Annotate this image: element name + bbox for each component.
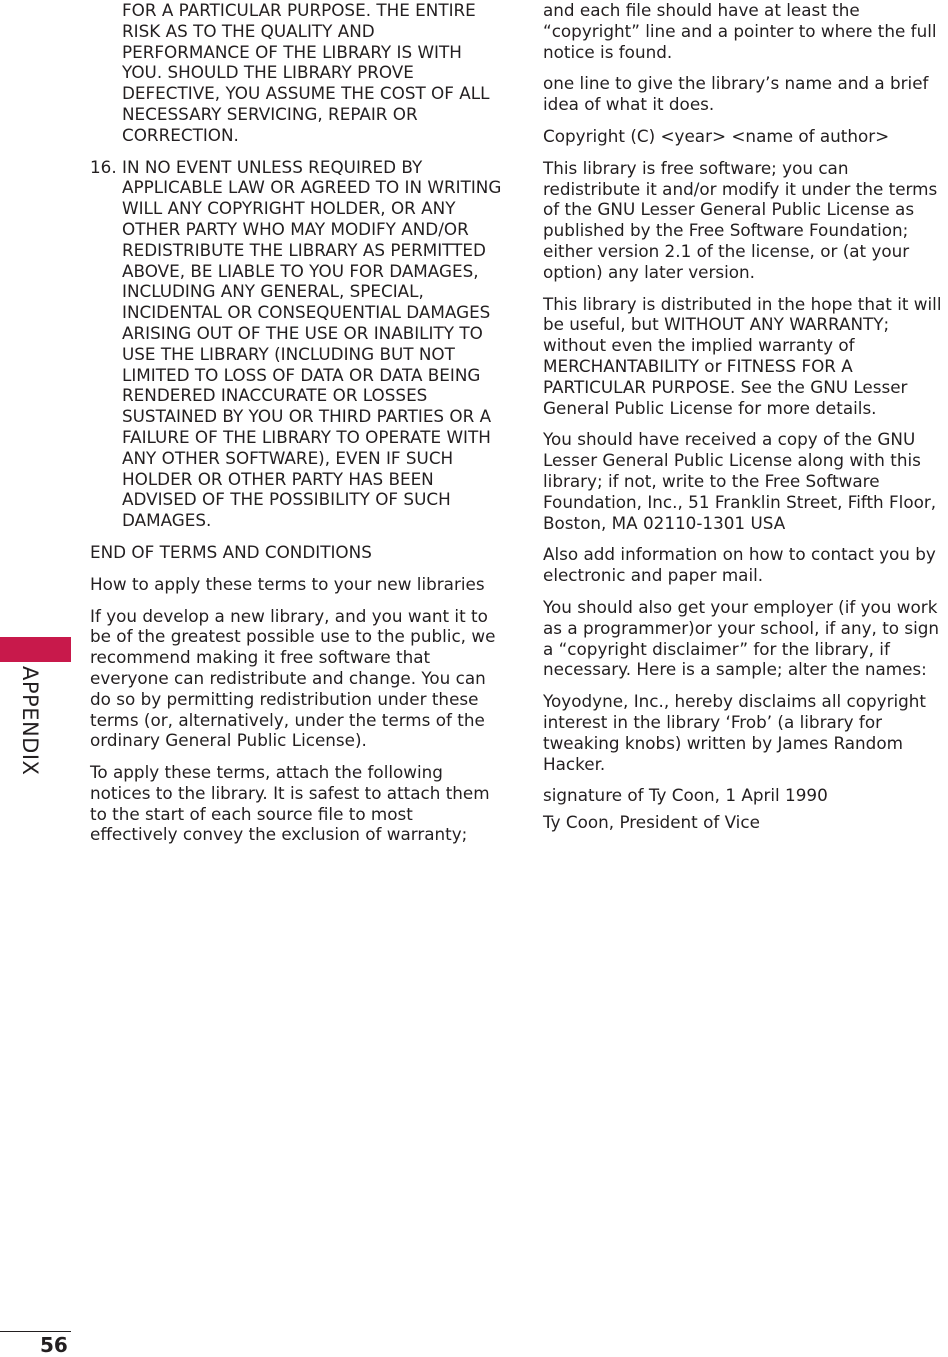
section-accent-tab bbox=[0, 637, 71, 662]
paragraph-each-file: and each file should have at least the “copyright” line and a pointer to where the full notice is found. bbox=[543, 0, 937, 62]
paragraph-signature: signature of Ty Coon, 1 April 1990 bbox=[543, 785, 828, 806]
paragraph-develop: If you develop a new library, and you want it to be of the greatest possible use to the public, we recommend making it free software that everyone can redistribute and change. You can do so by permitting redistribution under these terms (or, alternatively, under the terms of the ordinary General Public License). bbox=[90, 605, 496, 751]
left-column bbox=[90, 0, 502, 856]
list-item-text: IN NO EVENT UNLESS REQUIRED BY APPLICABLE LAW OR AGREED TO IN WRITING WILL ANY COPYRIGHT HOLDER, OR ANY OTHER PARTY WHO MAY MODIFY AND/OR REDISTRIBUTE THE LIBRARY AS PERMITTED ABOVE, BE LIABLE TO YOU FOR DAMAGES, INCLUDING ANY GENERAL, SPECIAL, INCIDENTAL OR CONSEQUENTIAL DAMAGES ARISING OUT OF THE USE OR INABILITY TO USE THE LIBRARY (INCLUDING BUT NOT LIMITED TO LOSS OF DATA OR DATA BEING RENDERED INACCURATE OR LOSSES SUSTAINED BY YOU OR THIRD PARTIES OR A FAILURE OF THE LIBRARY TO OPERATE WITH ANY OTHER SOFTWARE), EVEN IF SUCH HOLDER OR OTHER PARTY HAS BEEN ADVISED OF THE POSSIBILITY OF SUCH DAMAGES. bbox=[122, 156, 502, 531]
paragraph-distributed: This library is distributed in the hope that it will be useful, but WITHOUT ANY WARRANTY; without even the implied warranty of MERCHANTABILITY or FITNESS FOR A PARTICULAR PURPOSE. See the GNU Lesser General Public License for more details. bbox=[543, 293, 942, 418]
paragraph-yoyodyne: Yoyodyne, Inc., hereby disclaims all copyright interest in the library ‘Frob’ (a library for tweaking knobs) written by James Random Hacker. bbox=[543, 691, 927, 774]
paragraph-one-line: one line to give the library’s name and a brief idea of what it does. bbox=[543, 73, 929, 115]
item-15-continuation: FOR A PARTICULAR PURPOSE. THE ENTIRE RISK AS TO THE QUALITY AND PERFORMANCE OF THE LIBRARY IS WITH YOU. SHOULD THE LIBRARY PROVE DEFECTIVE, YOU ASSUME THE COST OF ALL NECESSARY SERVICING, REPAIR OR CORRECTION. bbox=[122, 0, 490, 145]
list-item-16 bbox=[90, 157, 502, 531]
page-number-rule bbox=[0, 1331, 71, 1332]
paragraph-president: Ty Coon, President of Vice bbox=[543, 812, 760, 833]
paragraph-contact: Also add information on how to contact you by electronic and paper mail. bbox=[543, 544, 936, 586]
paragraph-apply: To apply these terms, attach the following notices to the library. It is safest to attach them to the start of each source file to most effectively convey the exclusion of warranty; bbox=[90, 762, 490, 845]
paragraph-free-software: This library is free software; you can redistribute it and/or modify it under the terms of the GNU Lesser General Public License as published by the Free Software Foundation; either version 2.1 of the license, or (at your option) any later version. bbox=[543, 157, 938, 282]
list-item-number: 16. bbox=[90, 156, 117, 177]
end-of-terms-heading: END OF TERMS AND CONDITIONS bbox=[90, 541, 372, 562]
paragraph-employer: You should also get your employer (if you work as a programmer)or your school, if any, to sign a “copyright disclaimer” for the library, if necessary. Here is a sample; alter the names: bbox=[543, 596, 940, 680]
paragraph-received-copy: You should have received a copy of the GNU Lesser General Public License along with this library; if not, write to the Free Software Foundation, Inc., 51 Franklin Street, Fifth Floor, Boston, MA 02110-1301 USA bbox=[543, 429, 937, 533]
paragraph-copyright: Copyright (C) <year> <name of author> bbox=[543, 125, 890, 146]
section-label: APPENDIX bbox=[18, 666, 42, 776]
page-number: 56 bbox=[40, 1333, 68, 1357]
how-to-apply-heading: How to apply these terms to your new libraries bbox=[90, 573, 485, 594]
right-column bbox=[543, 0, 948, 844]
